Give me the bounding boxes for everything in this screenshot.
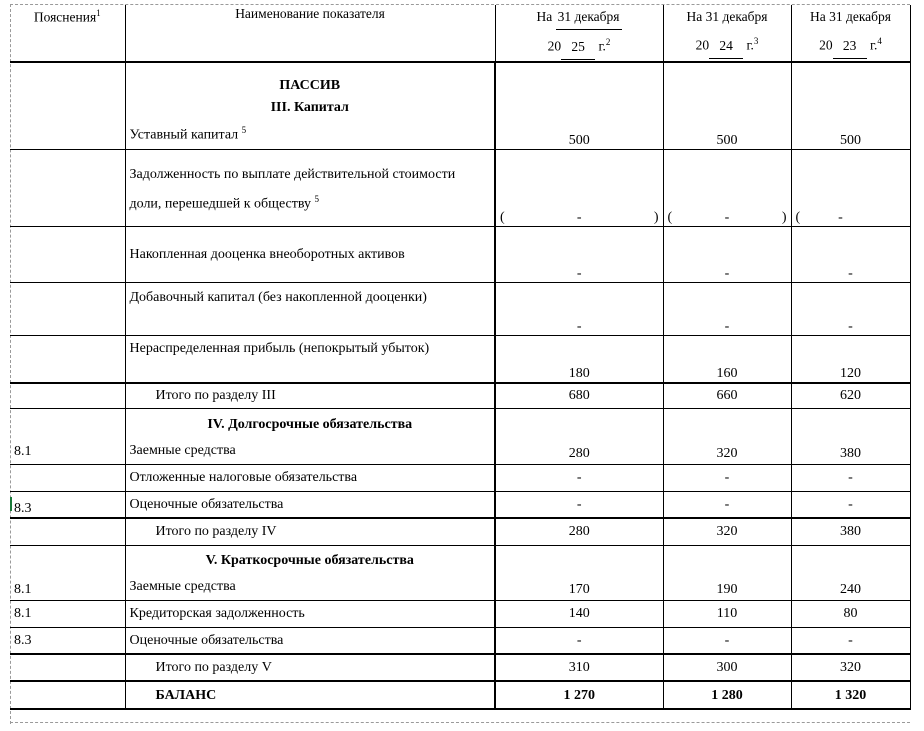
value-cell: -	[663, 491, 791, 518]
header-period-2025: На 31 декабря 20 25 г.$^2$	[495, 5, 663, 62]
row-long-term-loans	[10, 408, 910, 464]
balance-label: БАЛАНС	[125, 681, 495, 709]
row-balance-total	[10, 681, 910, 709]
value-cell: ( - )	[495, 149, 663, 226]
value-cell: 300	[663, 654, 791, 681]
header-row	[10, 5, 910, 62]
row-share-debt	[10, 149, 910, 226]
retained-earnings-label: Нераспределенная прибыль (непокрытый убыток)	[125, 335, 495, 383]
value-cell: 620	[791, 383, 910, 408]
value-cell: 320	[791, 654, 910, 681]
share-debt-label: Задолженность по выплате действительной стоимости доли, перешедшей к обществу $^5$	[125, 149, 495, 226]
value-cell: -	[663, 627, 791, 654]
header-period-2023: На 31 декабря 20 23 г.$^4$	[791, 5, 910, 62]
row-short-term-loans	[10, 545, 910, 600]
charter-capital-label: Уставный капитал $^5$	[129, 124, 247, 143]
deferred-tax-label: Отложенные налоговые обязательства	[125, 464, 495, 491]
value-cell: 170	[495, 545, 663, 600]
value-cell: -	[791, 464, 910, 491]
revaluation-label: Накопленная дооценка внеоборотных активов	[125, 226, 495, 282]
value-cell: -	[791, 282, 910, 335]
note-cell: 8.3	[10, 627, 125, 654]
value-cell: -	[663, 464, 791, 491]
value-cell: -	[495, 226, 663, 282]
short-term-loans-label: Заемные средства	[129, 578, 236, 594]
value-cell: 380	[791, 408, 910, 464]
note-cell: 8.1	[10, 600, 125, 627]
value-cell: -	[791, 226, 910, 282]
total-section-4-label: Итого по разделу IV	[125, 518, 495, 545]
short-term-estimated-label: Оценочные обязательства	[125, 627, 495, 654]
value-cell: 680	[495, 383, 663, 408]
value-cell: 120	[791, 335, 910, 383]
value-cell: 380	[791, 518, 910, 545]
value-cell: 500	[791, 62, 910, 149]
value-cell: -	[663, 282, 791, 335]
header-period-2024: На 31 декабря 20 24 г.$^3$	[663, 5, 791, 62]
value-cell: 110	[663, 600, 791, 627]
liabilities-title: ПАССИВ	[279, 77, 341, 93]
value-cell: 1 280	[663, 681, 791, 709]
value-cell: 190	[663, 545, 791, 600]
value-cell: ( - )	[663, 149, 791, 226]
row-short-term-estimated	[10, 627, 910, 654]
balance-table	[10, 5, 911, 710]
value-cell: -	[495, 627, 663, 654]
long-term-estimated-label: Оценочные обязательства	[125, 491, 495, 518]
long-term-section-title: IV. Долгосрочные обязательства	[207, 416, 413, 432]
row-revaluation	[10, 226, 910, 282]
value-cell: 140	[495, 600, 663, 627]
short-term-section-title: V. Краткосрочные обязательства	[205, 552, 414, 568]
payables-label: Кредиторская задолженность	[125, 600, 495, 627]
grid-bottom-border	[10, 722, 910, 723]
long-term-loans-label: Заемные средства	[129, 442, 236, 458]
value-cell: 240	[791, 545, 910, 600]
row-total-section-3	[10, 383, 910, 408]
value-cell: ( -	[791, 149, 910, 226]
value-cell: 180	[495, 335, 663, 383]
value-cell: 310	[495, 654, 663, 681]
value-cell: 500	[495, 62, 663, 149]
additional-capital-label: Добавочный капитал (без накопленной дооценки)	[125, 282, 495, 335]
value-cell: 1 270	[495, 681, 663, 709]
value-cell: 280	[495, 518, 663, 545]
value-cell: -	[791, 627, 910, 654]
row-additional-capital	[10, 282, 910, 335]
header-indicator-name: Наименование показателя	[125, 5, 495, 62]
value-cell: -	[495, 282, 663, 335]
value-cell: -	[495, 464, 663, 491]
header-notes: Пояснения$^1$	[10, 5, 125, 62]
value-cell: 320	[663, 518, 791, 545]
value-cell: 660	[663, 383, 791, 408]
value-cell: 1 320	[791, 681, 910, 709]
value-cell: 320	[663, 408, 791, 464]
value-cell: 280	[495, 408, 663, 464]
row-total-section-5	[10, 654, 910, 681]
row-deferred-tax	[10, 464, 910, 491]
value-cell: -	[791, 491, 910, 518]
row-long-term-estimated	[10, 491, 910, 518]
total-section-3-label: Итого по разделу III	[125, 383, 495, 408]
note-cell: 8.3	[10, 491, 125, 518]
value-cell: 80	[791, 600, 910, 627]
note-cell: 8.1	[10, 408, 125, 464]
total-section-5-label: Итого по разделу V	[125, 654, 495, 681]
value-cell: 160	[663, 335, 791, 383]
value-cell: 500	[663, 62, 791, 149]
note-cell: 8.1	[10, 545, 125, 600]
row-charter-capital	[10, 62, 910, 149]
row-retained-earnings	[10, 335, 910, 383]
capital-section-title: III. Капитал	[270, 99, 349, 115]
row-total-section-4	[10, 518, 910, 545]
row-payables	[10, 600, 910, 627]
value-cell: -	[663, 226, 791, 282]
value-cell: -	[495, 491, 663, 518]
